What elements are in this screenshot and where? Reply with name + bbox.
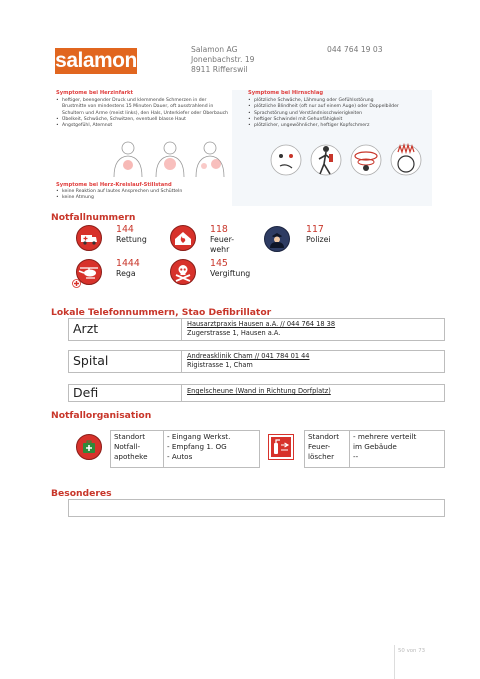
rega-number: 1444 xyxy=(116,258,140,269)
vertigo-icon xyxy=(351,145,381,175)
fire-number: 118 xyxy=(210,224,228,235)
defibrillator-row xyxy=(68,384,445,402)
first-aid-label: Standort Notfall- apotheke xyxy=(114,432,148,461)
first-aid-box xyxy=(110,430,260,468)
first-aid-kit-icon xyxy=(76,434,102,460)
ambulance-label: Rettung xyxy=(116,235,147,244)
company-city: 8911 Rifferswil xyxy=(191,65,248,75)
list-item: • keine Atmung xyxy=(56,195,232,201)
list-item: • heftiger, beengender Druck und klemmende Schmerzen in der Brustmitte von mindestens 15 Minuten Dauer, oft ausstrahlend in Schultern und Arme (meist links), den Hals, Unterkiefer oder Oberbauch xyxy=(56,98,232,117)
doctor-contact: Hausarztpraxis Hausen a.A. // 044 764 18 38 xyxy=(187,320,336,328)
doctor-row xyxy=(68,318,445,341)
stroke-title: Symptome bei Hirnschlag xyxy=(248,90,324,96)
rega-label: Rega xyxy=(116,269,136,278)
police-number: 117 xyxy=(306,224,324,235)
poison-icon xyxy=(170,259,196,285)
rega-cross-icon xyxy=(72,279,81,288)
divider xyxy=(181,385,182,401)
cardiac-arrest-title: Symptome bei Herz-Kreislauf-Stillstand xyxy=(56,182,172,188)
divider xyxy=(349,431,350,467)
face-paralysis-icon xyxy=(271,145,301,175)
heart-attack-list xyxy=(56,98,232,129)
emergency-numbers-title: Notfallnummern xyxy=(51,212,136,223)
fire-label: Feuer- wehr xyxy=(210,235,235,254)
heart-attack-illustration xyxy=(110,140,228,178)
stroke-illustration xyxy=(270,142,430,180)
police-label: Polizei xyxy=(306,235,331,244)
back-pain-figure-icon xyxy=(156,142,184,177)
organisation-title: Notfallorganisation xyxy=(51,410,152,421)
extinguisher-locations: - mehrere verteilt im Gebäude -- xyxy=(353,432,417,461)
list-item: • Sprachstörung und Verständnisschwierigkeiten xyxy=(248,111,432,117)
list-item: • plötzliche Schwäche, Lähmung oder Gefühlsstörung xyxy=(248,98,432,104)
footer-divider xyxy=(394,645,395,679)
company-phone: 044 764 19 03 xyxy=(327,45,383,54)
ambulance-number: 144 xyxy=(116,224,134,235)
poison-number: 145 xyxy=(210,258,228,269)
company-address xyxy=(191,45,255,76)
divider xyxy=(181,351,182,372)
special-notes-field xyxy=(68,499,445,517)
company-street: Jonenbachstr. 19 xyxy=(191,55,255,65)
heart-attack-title: Symptome bei Herzinfarkt xyxy=(56,90,133,96)
stroke-list xyxy=(248,98,432,129)
list-item: • Angstgefühl, Atemnot xyxy=(56,123,232,129)
police-icon xyxy=(264,226,290,252)
company-name: Salamon AG xyxy=(191,45,238,54)
dizziness-figure-icon xyxy=(311,145,341,175)
divider xyxy=(181,319,182,340)
poison-label: Vergiftung xyxy=(210,269,251,278)
doctor-label: Arzt xyxy=(73,321,99,336)
hospital-contact: Andreasklinik Cham // 041 784 01 44 xyxy=(187,352,310,360)
page-number: 50 von 73 xyxy=(398,648,426,654)
local-numbers-title: Lokale Telefonnummern, Stao Defibrillator xyxy=(51,307,272,318)
ambulance-icon xyxy=(76,225,102,251)
extinguisher-label: Standort Feuer- löscher xyxy=(308,432,340,461)
list-item: • plötzlicher, ungewöhnlicher, heftiger Kopfschmerz xyxy=(248,123,432,129)
chest-pain-figure-icon xyxy=(114,142,142,177)
first-aid-locations: - Eingang Werkst. - Empfang 1. OG - Autos xyxy=(167,432,231,461)
fire-extinguisher-icon xyxy=(268,434,294,460)
special-title: Besonderes xyxy=(51,488,112,499)
headache-icon xyxy=(391,145,421,175)
doctor-address: Zugerstrasse 1, Hausen a.A. xyxy=(187,329,281,337)
defibrillator-location: Engelscheune (Wand in Richtung Dorfplatz) xyxy=(187,387,331,395)
company-logo: salamon xyxy=(55,49,137,72)
hospital-address: Rigistrasse 1, Cham xyxy=(187,361,253,369)
extinguisher-box xyxy=(304,430,445,468)
list-item: • keine Reaktion auf lautes Ansprechen und Schütteln xyxy=(56,189,232,195)
fire-icon xyxy=(170,225,196,251)
arm-pain-figure-icon xyxy=(196,142,224,177)
defibrillator-label: Defi xyxy=(73,385,99,400)
hospital-row xyxy=(68,350,445,373)
cardiac-arrest-list xyxy=(56,189,232,202)
list-item: • plötzliche Blindheit (oft nur auf einem Auge) oder Doppelbilder xyxy=(248,104,432,110)
hospital-label: Spital xyxy=(73,353,109,368)
divider xyxy=(163,431,164,467)
list-item: • Übelkeit, Schwäche, Schwitzen, eventuell blasse Haut xyxy=(56,117,232,123)
list-item: • heftiger Schwindel mit Gehunfähigkeit xyxy=(248,117,432,123)
